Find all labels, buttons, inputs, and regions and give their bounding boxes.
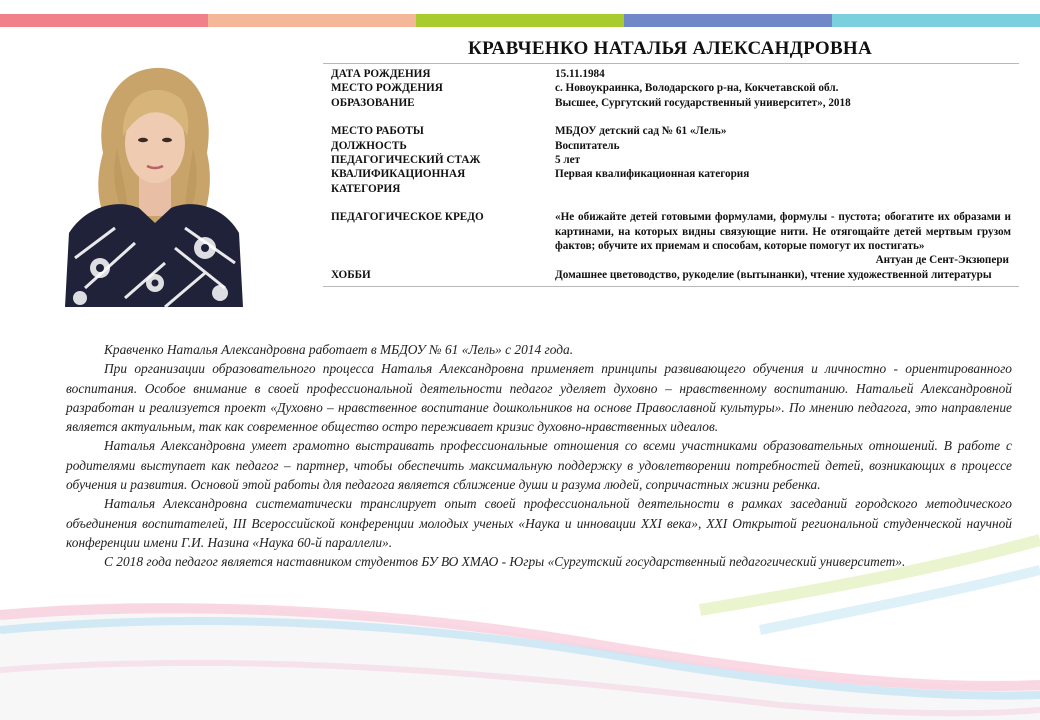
stripe-segment — [624, 14, 832, 27]
position-label: ДОЛЖНОСТЬ — [331, 139, 407, 152]
qualification-label-line-1: КВАЛИФИКАЦИОННАЯ — [331, 168, 466, 181]
top-color-stripe — [0, 14, 1040, 27]
spacer — [323, 196, 1019, 210]
bio-paragraph-2: При организации образовательного процесса Наталья Александровна применяет принципы развивающего обучения и личностно - ориентированного воспитания. Особое внимание в своей профессиональной деятельности педагог уделяет духовно – нравственному воспитанию. Натальей Александровной разработан и реализуется проект «Духовно – нравственное воспитание дошкольников на основе Православной культуры». По мнению педагога, это направление является актуальным, так как современное общество остро переживает кризис духовно-нравственных идеалов. — [66, 361, 1012, 435]
info-row-qualification — [323, 167, 1019, 196]
education-label: ОБРАЗОВАНИЕ — [331, 96, 415, 109]
info-row-birth-date — [323, 67, 1019, 81]
portrait-illustration — [55, 58, 246, 307]
info-row-credo — [323, 210, 1019, 268]
bio-paragraph-5: С 2018 года педагог является наставником студентов БУ ВО ХМАО - Югры «Сургутский государственный педагогический университет». — [104, 554, 906, 570]
hobby-label: ХОББИ — [331, 268, 371, 281]
bio-paragraph-3: Наталья Александровна умеет грамотно выстраивать профессиональные отношения со всеми участниками образовательных отношений. В работе с родителями выступает как педагог – партнер, чтобы обеспечить максимальную поддержку в удовлетворении потребностей детей, возникающих в процессе обучения и развития. Основой этой работы для педагога является сближение души и разума людей, сопричастных жизни ребенка. — [66, 438, 1012, 493]
experience-label: ПЕДАГОГИЧЕСКИЙ СТАЖ — [331, 154, 481, 167]
info-row-workplace — [323, 124, 1019, 138]
bio-paragraph-1: Кравченко Наталья Александровна работает в МБДОУ № 61 «Лель» с 2014 года. — [104, 342, 574, 357]
hobby-value: Домашнее цветоводство, рукоделие (вытынанки), чтение художественной литературы — [555, 268, 992, 281]
biography — [66, 340, 1012, 572]
credo-label: ПЕДАГОГИЧЕСКОЕ КРЕДО — [331, 211, 484, 224]
qualification-label-line-2: КАТЕГОРИЯ — [331, 182, 401, 195]
info-row-hobby — [323, 268, 1019, 282]
portrait-photo — [55, 58, 246, 307]
info-table — [323, 63, 1019, 287]
birth-date-label: ДАТА РОЖДЕНИЯ — [331, 68, 431, 80]
profile-name: КРАВЧЕНКО НАТАЛЬЯ АЛЕКСАНДРОВНА — [468, 38, 873, 59]
qualification-label — [323, 167, 555, 196]
stripe-segment — [208, 14, 416, 27]
experience-value: 5 лет — [555, 154, 581, 167]
info-row-experience — [323, 153, 1019, 167]
birth-place-value: с. Новоукраинка, Володарского р-на, Кокчетавской обл. — [555, 82, 839, 95]
qualification-value: Первая квалификационная категория — [555, 168, 750, 181]
education-value: Высшее, Сургутский государственный университет», 2018 — [555, 96, 851, 109]
info-row-education — [323, 96, 1019, 110]
spacer — [323, 110, 1019, 124]
info-row-birth-place — [323, 81, 1019, 95]
workplace-label: МЕСТО РАБОТЫ — [331, 125, 424, 138]
position-value: Воспитатель — [555, 139, 620, 152]
birth-date-value: 15.11.1984 — [555, 68, 605, 80]
credo-quote: «Не обижайте детей готовыми формулами, формулы - пустота; обогатите их образами и картинами, на которых видны связующие нити. Не отягощайте детей мертвым грузом фактов; обучите их приемам и способам, которые помогут их постигать» — [555, 211, 1011, 253]
birth-place-label: МЕСТО РОЖДЕНИЯ — [331, 82, 443, 95]
credo-block — [555, 210, 1011, 268]
credo-author: Антуан де Сент-Экзюпери — [875, 254, 1009, 267]
stripe-segment — [0, 14, 208, 27]
stripe-segment — [832, 14, 1040, 27]
bio-paragraph-4: Наталья Александровна систематически транслирует опыт своей профессиональной деятельности в рамках заседаний городского методического объединения воспитателей, III Всероссийской конференции молодых ученых «Наука и инновации XXI века», XXI Открытой региональной студенческой научной конференции имени Г.И. Назина «Наука 60-й параллели». — [66, 496, 1012, 550]
workplace-value: МБДОУ детский сад № 61 «Лель» — [555, 125, 727, 138]
info-row-position — [323, 139, 1019, 153]
stripe-segment — [416, 14, 624, 27]
